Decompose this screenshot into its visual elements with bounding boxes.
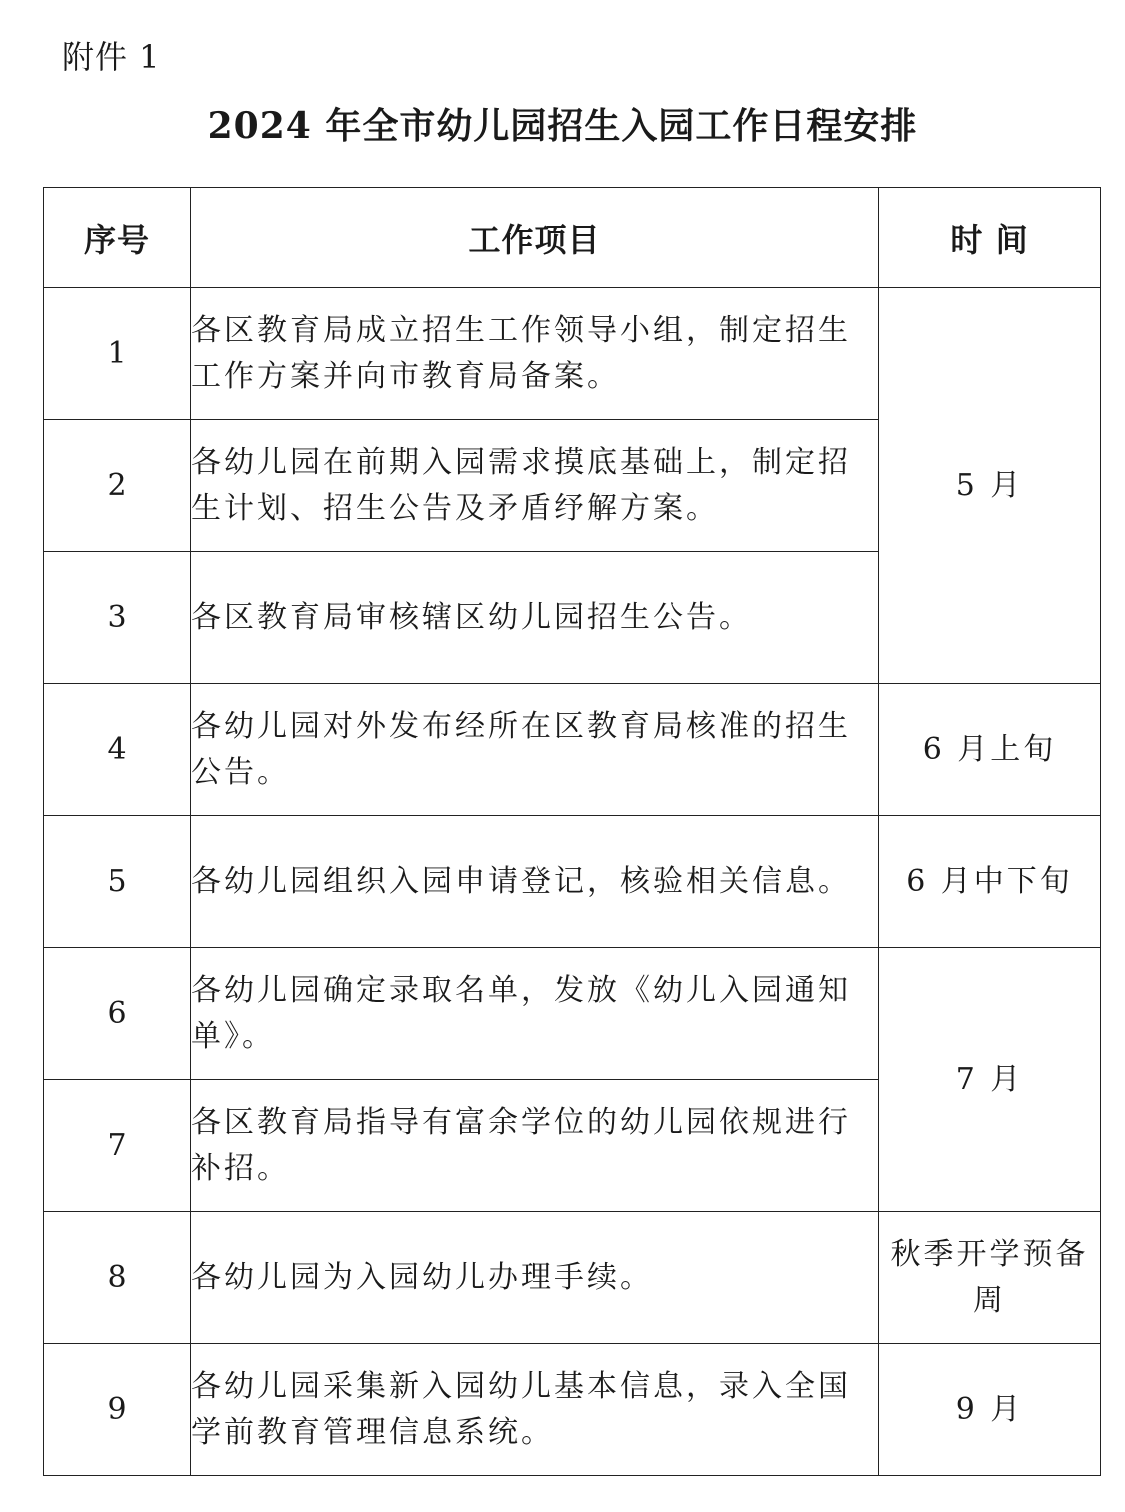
row-work-item: 各区教育局成立招生工作领导小组，制定招生工作方案并向市教育局备案。 [191, 288, 879, 420]
row-number: 3 [44, 552, 191, 684]
row-time: 秋季开学预备周 [879, 1212, 1101, 1344]
header-work-item: 工作项目 [191, 188, 879, 288]
row-time: 7 月 [879, 948, 1101, 1212]
row-work-item: 各幼儿园确定录取名单，发放《幼儿入园通知单》。 [191, 948, 879, 1080]
row-number: 2 [44, 420, 191, 552]
table-row [44, 288, 1101, 420]
row-work-item: 各幼儿园组织入园申请登记，核验相关信息。 [191, 816, 879, 948]
table-row [44, 816, 1101, 948]
table-row [44, 1344, 1101, 1476]
table-row [44, 948, 1101, 1080]
schedule-table [43, 187, 1101, 1476]
row-number: 1 [44, 288, 191, 420]
row-number: 9 [44, 1344, 191, 1476]
row-work-item: 各区教育局审核辖区幼儿园招生公告。 [191, 552, 879, 684]
row-number: 4 [44, 684, 191, 816]
row-work-item: 各幼儿园为入园幼儿办理手续。 [191, 1212, 879, 1344]
row-time: 9 月 [879, 1344, 1101, 1476]
header-serial-number: 序号 [44, 188, 191, 288]
row-number: 5 [44, 816, 191, 948]
row-number: 6 [44, 948, 191, 1080]
row-work-item: 各幼儿园对外发布经所在区教育局核准的招生公告。 [191, 684, 879, 816]
table-header-row [44, 188, 1101, 288]
row-time: 6 月上旬 [879, 684, 1101, 816]
attachment-label: 附件 1 [62, 38, 161, 76]
header-time: 时 间 [879, 188, 1101, 288]
document-title: 2024 年全市幼儿园招生入园工作日程安排 [207, 105, 918, 147]
table-row [44, 1212, 1101, 1344]
row-time: 5 月 [879, 288, 1101, 684]
row-time: 6 月中下旬 [879, 816, 1101, 948]
row-work-item: 各区教育局指导有富余学位的幼儿园依规进行补招。 [191, 1080, 879, 1212]
row-work-item: 各幼儿园采集新入园幼儿基本信息，录入全国学前教育管理信息系统。 [191, 1344, 879, 1476]
row-work-item: 各幼儿园在前期入园需求摸底基础上，制定招生计划、招生公告及矛盾纾解方案。 [191, 420, 879, 552]
row-number: 7 [44, 1080, 191, 1212]
row-number: 8 [44, 1212, 191, 1344]
table-row [44, 684, 1101, 816]
